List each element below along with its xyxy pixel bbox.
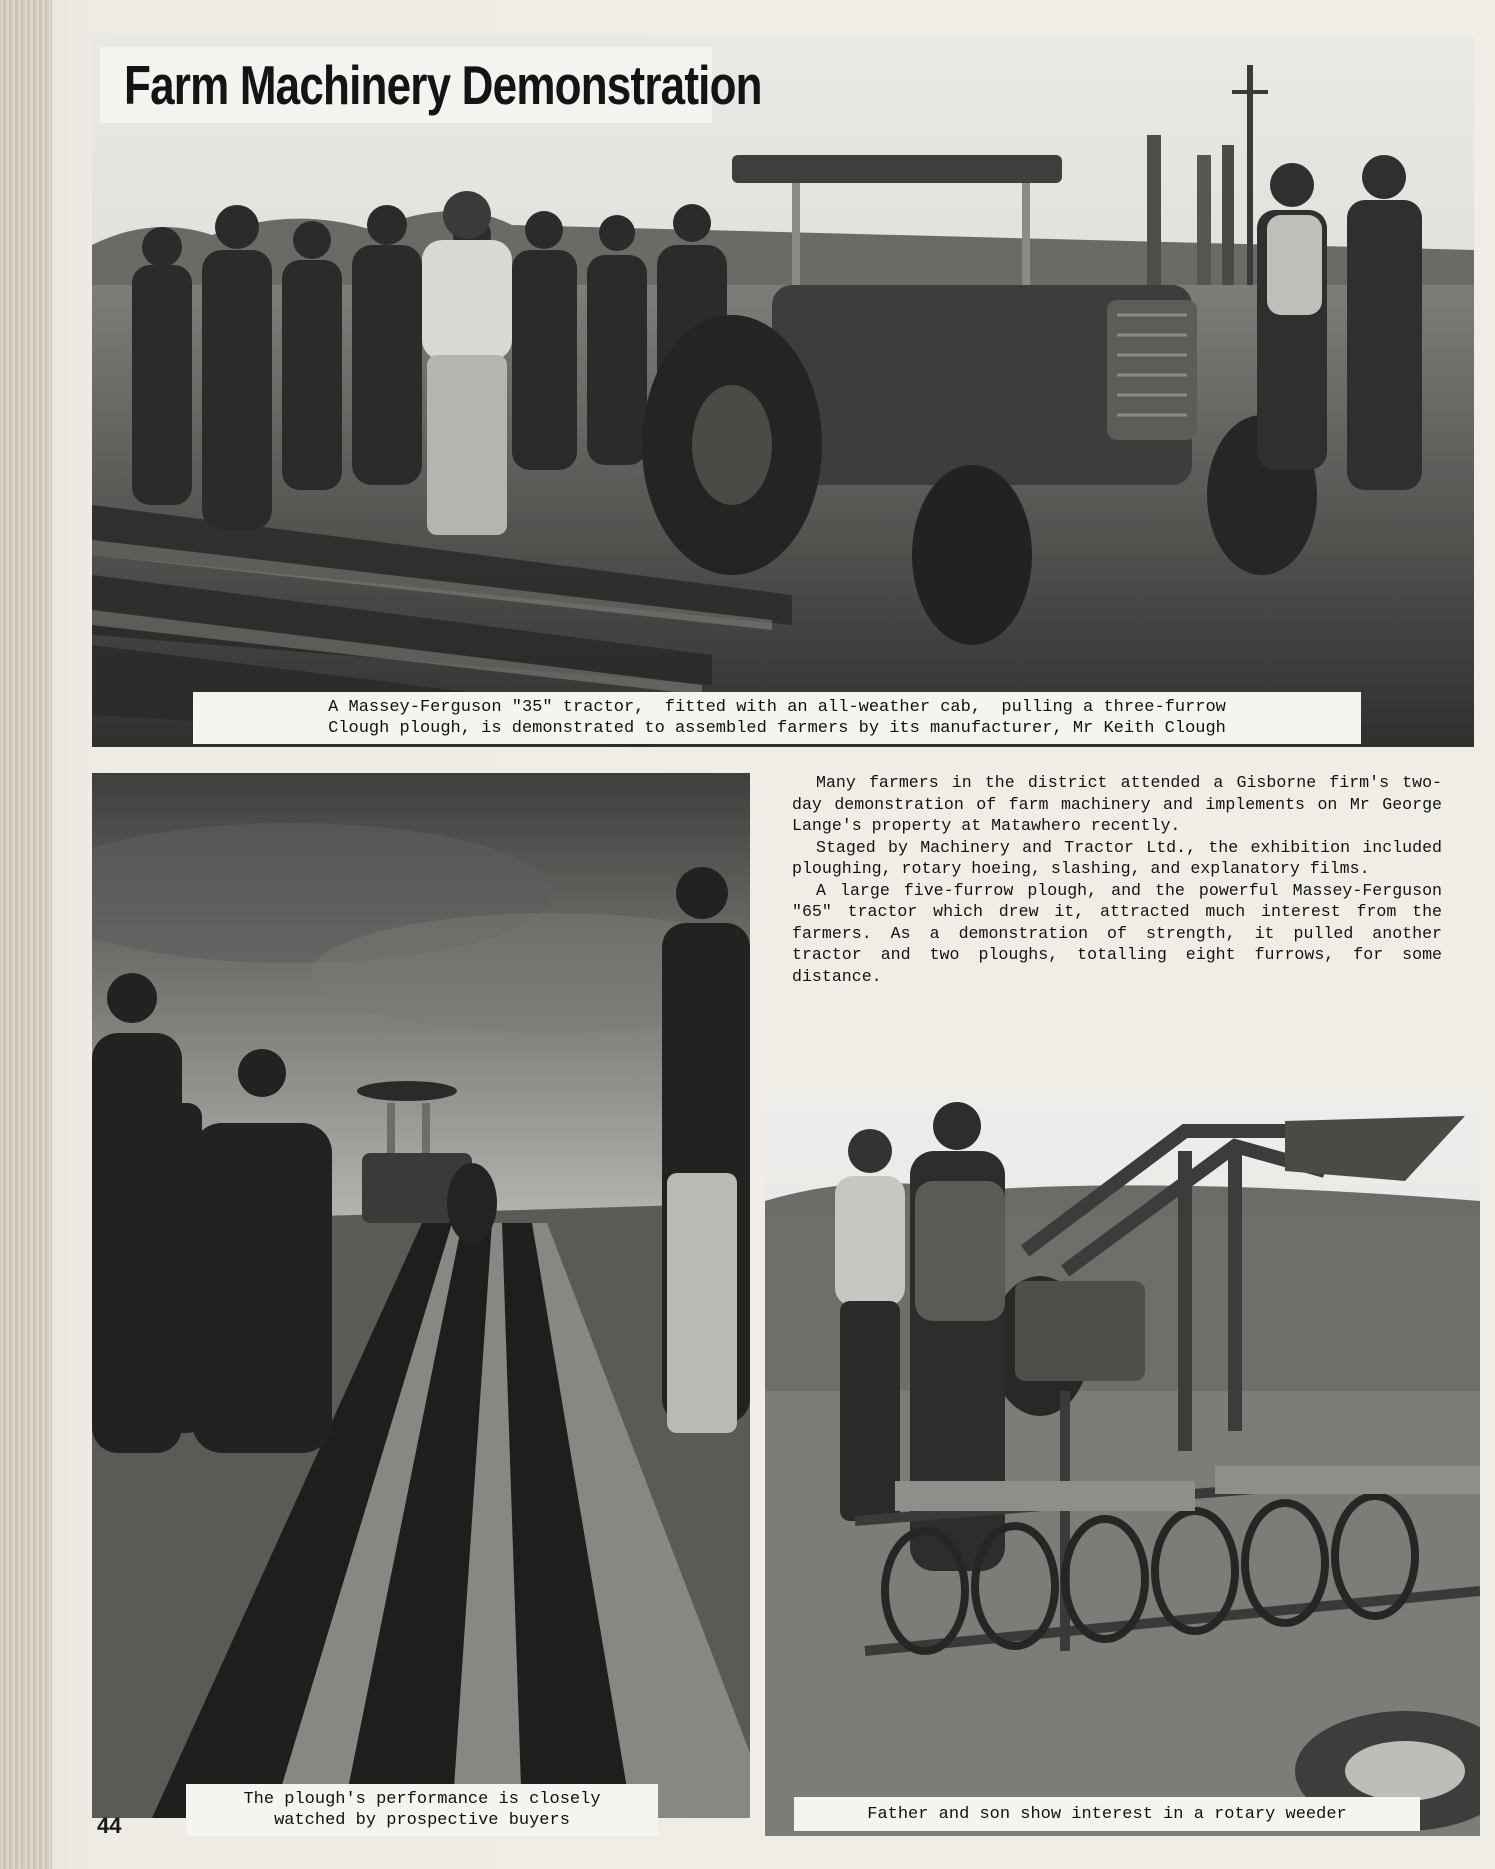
caption-top-photo xyxy=(193,692,1361,744)
photo-rotary-weeder xyxy=(765,1091,1480,1836)
article-paragraph: Staged by Machinery and Tractor Ltd., the exhibition included ploughing, rotary hoeing, slashing, and explanatory films. xyxy=(792,837,1442,878)
caption-top-line1: A Massey-Ferguson "35" tractor, fitted with an all-weather cab, pulling a three-furrow xyxy=(328,698,1226,717)
article-body xyxy=(792,772,1442,987)
page-number: 44 xyxy=(97,1813,122,1838)
article-paragraph: Many farmers in the district attended a Gisborne firm's two-day demonstration of farm machinery and implements on Mr George Lange's property at Matawhero recently. xyxy=(792,773,1442,835)
book-spine-edge xyxy=(0,0,52,1869)
photo-plough-crowd xyxy=(92,773,750,1818)
photo-tractor-demonstration xyxy=(92,35,1474,747)
caption-top-line2: Clough plough, is demonstrated to assembled farmers by its manufacturer, Mr Keith Clough xyxy=(328,719,1226,738)
headline-box xyxy=(100,47,762,123)
caption-bl-line1: The plough's performance is closely xyxy=(243,1790,601,1809)
caption-br-text: Father and son show interest in a rotary weeder xyxy=(867,1805,1347,1824)
caption-bottom-right-photo xyxy=(794,1797,1420,1831)
caption-bottom-left-photo xyxy=(186,1784,658,1836)
article-paragraph: A large five-furrow plough, and the powerful Massey-Ferguson "65" tractor which drew it, attracted much interest from the farmers. As a demonstration of strength, it pulled another tractor and two ploughs, totalling eight furrows, for some distance. xyxy=(792,880,1442,986)
page-title: Farm Machinery Demonstration xyxy=(124,54,762,116)
caption-bl-line2: watched by prospective buyers xyxy=(274,1811,570,1830)
